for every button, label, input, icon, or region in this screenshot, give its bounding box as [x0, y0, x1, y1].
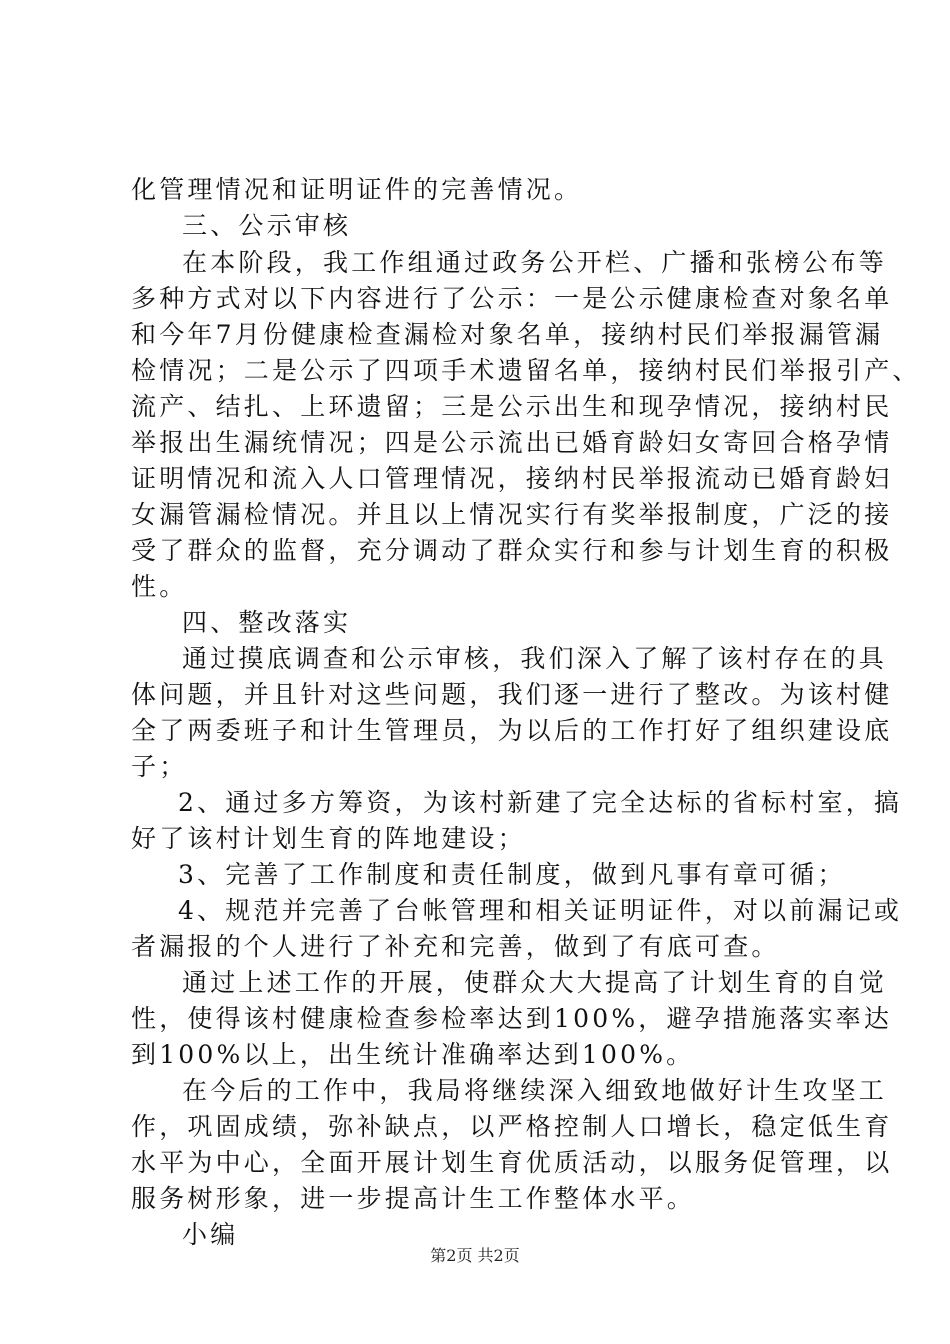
- text-line: 女漏管漏检情况。并且以上情况实行有奖举报制度，广泛的接: [131, 500, 893, 529]
- text-line: 通过摸底调查和公示审核，我们深入了解了该村存在的具: [182, 644, 888, 673]
- text-line: 检情况；二是公示了四项手术遗留名单，接纳村民们举报引产、: [131, 356, 921, 385]
- text-line: 者漏报的个人进行了补充和完善，做到了有底可查。: [131, 932, 780, 961]
- text-line: 水平为中心，全面开展计划生育优质活动，以服务促管理，以: [131, 1148, 893, 1177]
- text-line: 受了群众的监督，充分调动了群众实行和参与计划生育的积极: [131, 536, 893, 565]
- text-line: 到100%以上，出生统计准确率达到100%。: [131, 1040, 695, 1069]
- section-heading: 四、整改落实: [182, 608, 352, 637]
- text-line: 作，巩固成绩，弥补缺点，以严格控制人口增长，稳定低生育: [131, 1112, 893, 1141]
- text-line: 小编: [182, 1220, 239, 1249]
- page-number: 第2页 共2页: [430, 1246, 520, 1265]
- text-line: 在本阶段，我工作组通过政务公开栏、广播和张榜公布等: [182, 248, 888, 277]
- text-line: 流产、结扎、上环遗留；三是公示出生和现孕情况，接纳村民: [131, 392, 893, 421]
- text-line: 全了两委班子和计生管理员，为以后的工作打好了组织建设底: [131, 716, 893, 745]
- text-line: 举报出生漏统情况；四是公示流出已婚育龄妇女寄回合格孕情: [131, 428, 893, 457]
- text-line: 性，使得该村健康检查参检率达到100%，避孕措施落实率达: [131, 1004, 893, 1033]
- text-line: 多种方式对以下内容进行了公示：一是公示健康检查对象名单: [131, 284, 893, 313]
- text-line: 好了该村计划生育的阵地建设；: [131, 824, 526, 853]
- text-line: 3、完善了工作制度和责任制度，做到凡事有章可循；: [178, 860, 846, 889]
- text-line: 通过上述工作的开展，使群众大大提高了计划生育的自觉: [182, 968, 888, 997]
- section-heading: 三、公示审核: [182, 211, 352, 240]
- text-line: 和今年7月份健康检查漏检对象名单，接纳村民们举报漏管漏: [131, 320, 884, 349]
- text-line: 证明情况和流入人口管理情况，接纳村民举报流动已婚育龄妇: [131, 464, 893, 493]
- text-line: 服务树形象，进一步提高计生工作整体水平。: [131, 1184, 696, 1213]
- text-line: 化管理情况和证明证件的完善情况。: [131, 175, 583, 204]
- text-line: 体问题，并且针对这些问题，我们逐一进行了整改。为该村健: [131, 680, 893, 709]
- text-line: 性。: [131, 572, 188, 601]
- text-line: 2、通过多方筹资，为该村新建了完全达标的省标村室，搞: [178, 788, 903, 817]
- text-line: 在今后的工作中，我局将继续深入细致地做好计生攻坚工: [182, 1076, 888, 1105]
- text-line: 子；: [131, 752, 188, 781]
- text-line: 4、规范并完善了台帐管理和相关证明证件，对以前漏记或: [178, 896, 903, 925]
